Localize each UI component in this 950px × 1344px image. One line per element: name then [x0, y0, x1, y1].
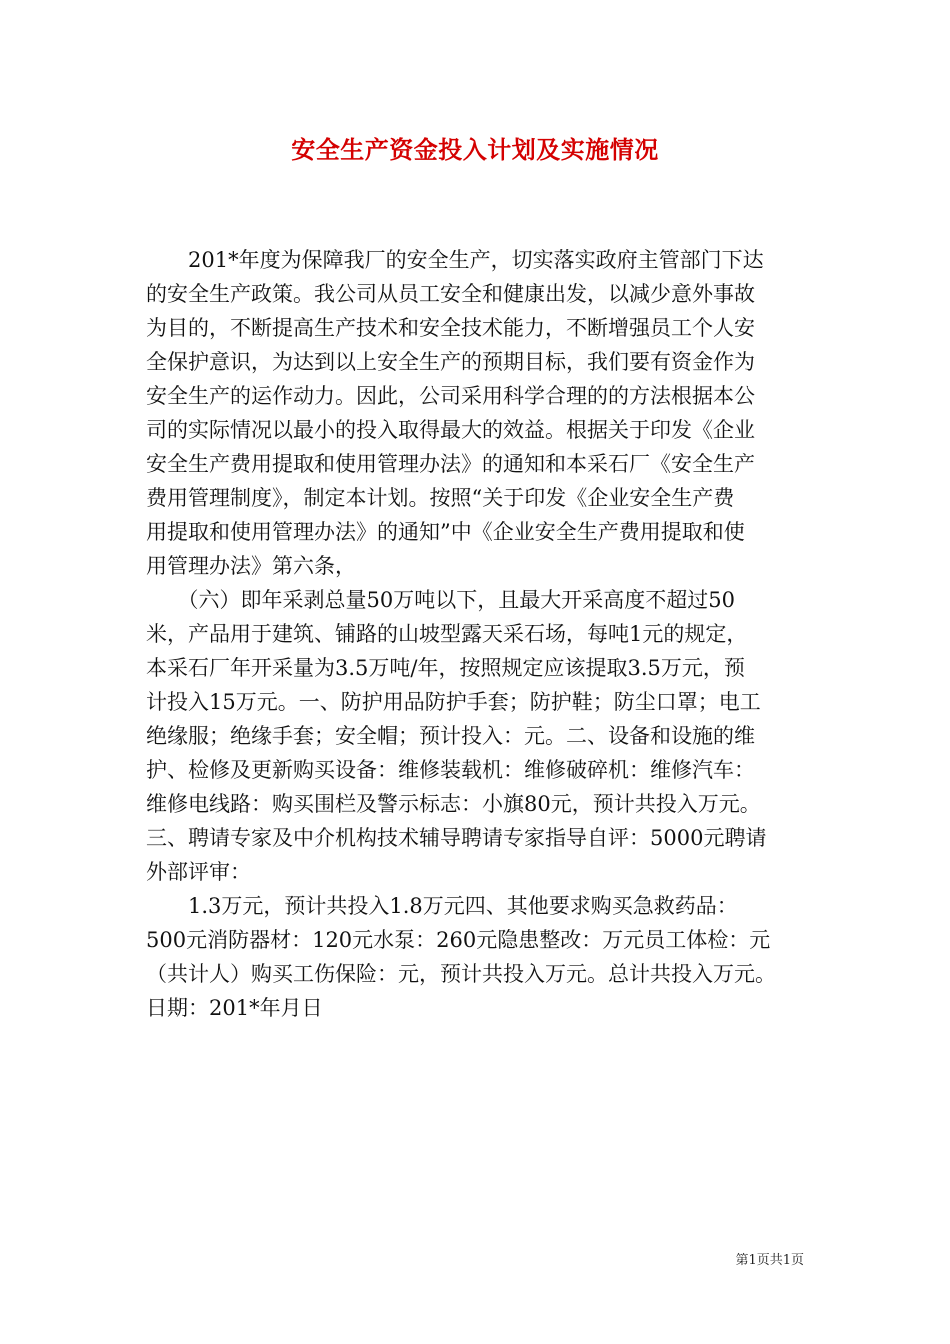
body-line: 绝缘服；绝缘手套；安全帽；预计投入：元。二、设备和设施的维	[146, 724, 755, 748]
body-line: 201*年度为保障我厂的安全生产，切实落实政府主管部门下达	[146, 248, 764, 272]
body-line: 用提取和使用管理办法》的通知”中《企业安全生产费用提取和使	[146, 520, 745, 544]
body-line: 为目的，不断提高生产技术和安全技术能力，不断增强员工个人安	[146, 316, 755, 340]
body-line: 三、聘请专家及中介机构技术辅导聘请专家指导自评：5000元聘请	[146, 826, 767, 850]
body-line: 安全生产的运作动力。因此，公司采用科学合理的的方法根据本公	[146, 384, 755, 408]
body-line: 1.3万元，预计共投入1.8万元四、其他要求购买急救药品：	[146, 894, 738, 918]
document-title: 安全生产资金投入计划及实施情况	[291, 135, 659, 164]
body-line: 本采石厂年开采量为3.5万吨/年，按照规定应该提取3.5万元，预	[146, 656, 745, 680]
body-line: 维修电线路：购买围栏及警示标志：小旗80元，预计共投入万元。	[146, 792, 761, 816]
body-line: （共计人）购买工伤保险：元，预计共投入万元。总计共投入万元。	[146, 962, 776, 986]
document-body	[146, 243, 814, 1025]
body-line: 安全生产费用提取和使用管理办法》的通知和本采石厂《安全生产	[146, 452, 755, 476]
body-line: 的安全生产政策。我公司从员工安全和健康出发，以减少意外事故	[146, 282, 755, 306]
body-line: 计投入15万元。一、防护用品防护手套；防护鞋；防尘口罩；电工	[146, 690, 761, 714]
body-line: 全保护意识，为达到以上安全生产的预期目标，我们要有资金作为	[146, 350, 755, 374]
body-line: 费用管理制度》，制定本计划。按照“关于印发《企业安全生产费	[146, 486, 735, 510]
body-line: 司的实际情况以最小的投入取得最大的效益。根据关于印发《企业	[146, 418, 755, 442]
body-line: 米，产品用于建筑、铺路的山坡型露天采石场，每吨1元的规定，	[146, 622, 748, 646]
body-line: 日期：201*年月日	[146, 996, 323, 1020]
page-number: 第1页共1页	[735, 1253, 804, 1268]
body-line: 用管理办法》第六条，	[146, 554, 356, 578]
body-line: 500元消防器材：120元水泵：260元隐患整改：万元员工体检：元	[146, 928, 771, 952]
body-line: 外部评审：	[146, 860, 251, 884]
body-line: 护、检修及更新购买设备：维修装载机：维修破碎机：维修汽车：	[146, 758, 755, 782]
body-line: （六）即年采剥总量50万吨以下，且最大开采高度不超过50	[146, 588, 735, 612]
